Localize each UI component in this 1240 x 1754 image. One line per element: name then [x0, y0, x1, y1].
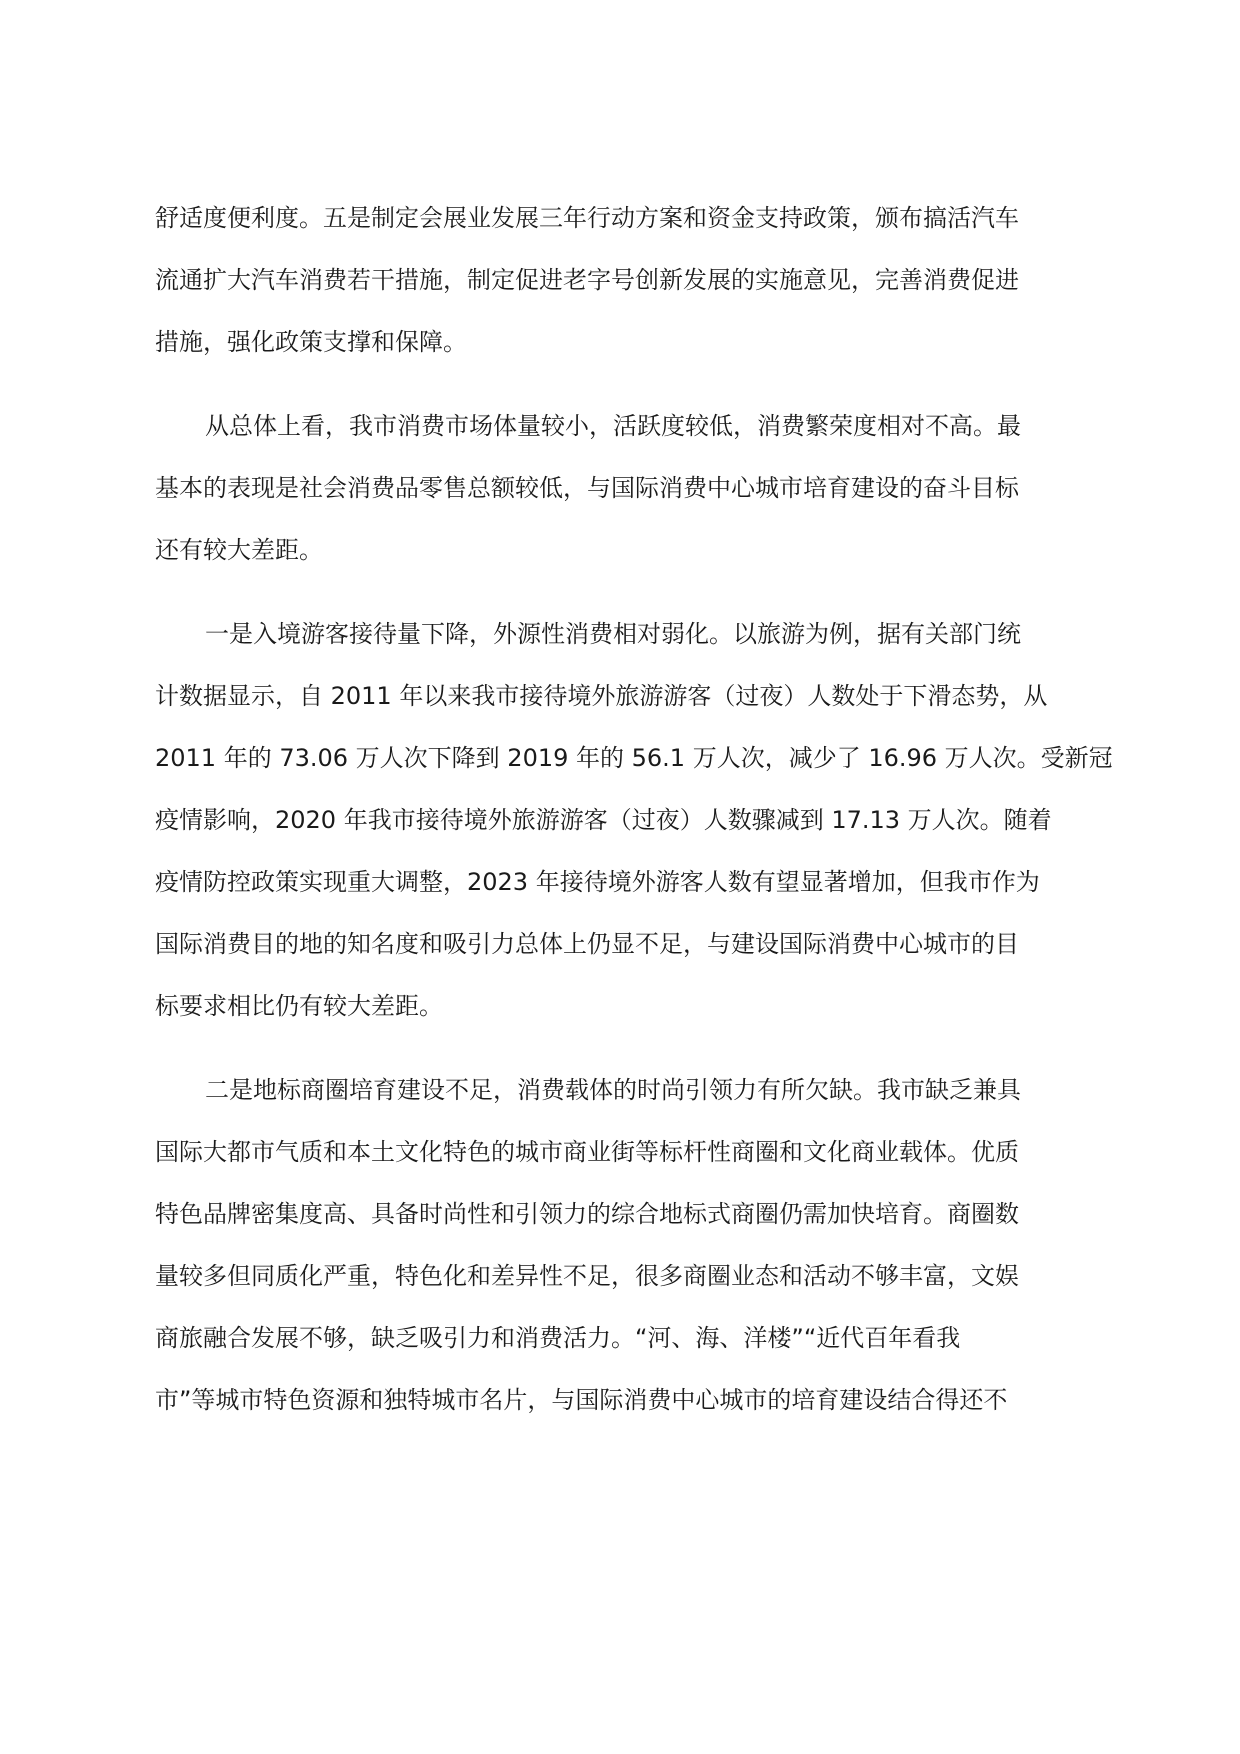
text-line: 2011 年的 73.06 万人次下降到 2019 年的 56.1 万人次，减少了 16.96 万人次。受新冠	[155, 744, 1113, 772]
paragraph-4	[155, 1059, 1075, 1431]
text-line: 标要求相比仍有较大差距。	[155, 992, 443, 1020]
text-line: 国际消费目的地的知名度和吸引力总体上仍显不足，与建设国际消费中心城市的目	[155, 930, 1019, 958]
text-line: 措施，强化政策支撑和保障。	[155, 328, 467, 356]
paragraph-3	[155, 603, 1113, 1037]
text-line: 还有较大差距。	[155, 536, 323, 564]
document-body	[155, 187, 1113, 1431]
text-line: 特色品牌密集度高、具备时尚性和引领力的综合地标式商圈仍需加快培育。商圈数	[155, 1200, 1019, 1228]
text-line: 从总体上看，我市消费市场体量较小，活跃度较低，消费繁荣度相对不高。最	[205, 412, 1021, 440]
text-line: 量较多但同质化严重，特色化和差异性不足，很多商圈业态和活动不够丰富，文娱	[155, 1262, 1019, 1290]
text-line: 市”等城市特色资源和独特城市名片，与国际消费中心城市的培育建设结合得还不	[155, 1386, 1008, 1414]
text-line: 国际大都市气质和本土文化特色的城市商业街等标杆性商圈和文化商业载体。优质	[155, 1138, 1019, 1166]
text-line: 疫情影响，2020 年我市接待境外旅游游客（过夜）人数骤减到 17.13 万人次。随着	[155, 806, 1052, 834]
text-line: 基本的表现是社会消费品零售总额较低，与国际消费中心城市培育建设的奋斗目标	[155, 474, 1019, 502]
paragraph-1	[155, 187, 1075, 373]
text-line: 商旅融合发展不够，缺乏吸引力和消费活力。“河、海、洋楼”“近代百年看我	[155, 1324, 961, 1352]
text-line: 疫情防控政策实现重大调整，2023 年接待境外游客人数有望显著增加，但我市作为	[155, 868, 1040, 896]
text-line: 计数据显示，自 2011 年以来我市接待境外旅游游客（过夜）人数处于下滑态势，从	[155, 682, 1048, 710]
text-line: 流通扩大汽车消费若干措施，制定促进老字号创新发展的实施意见，完善消费促进	[155, 266, 1019, 294]
text-line: 一是入境游客接待量下降，外源性消费相对弱化。以旅游为例，据有关部门统	[205, 620, 1021, 648]
paragraph-2	[155, 395, 1075, 581]
text-line: 二是地标商圈培育建设不足，消费载体的时尚引领力有所欠缺。我市缺乏兼具	[205, 1076, 1021, 1104]
text-line: 舒适度便利度。五是制定会展业发展三年行动方案和资金支持政策，颁布搞活汽车	[155, 204, 1019, 232]
